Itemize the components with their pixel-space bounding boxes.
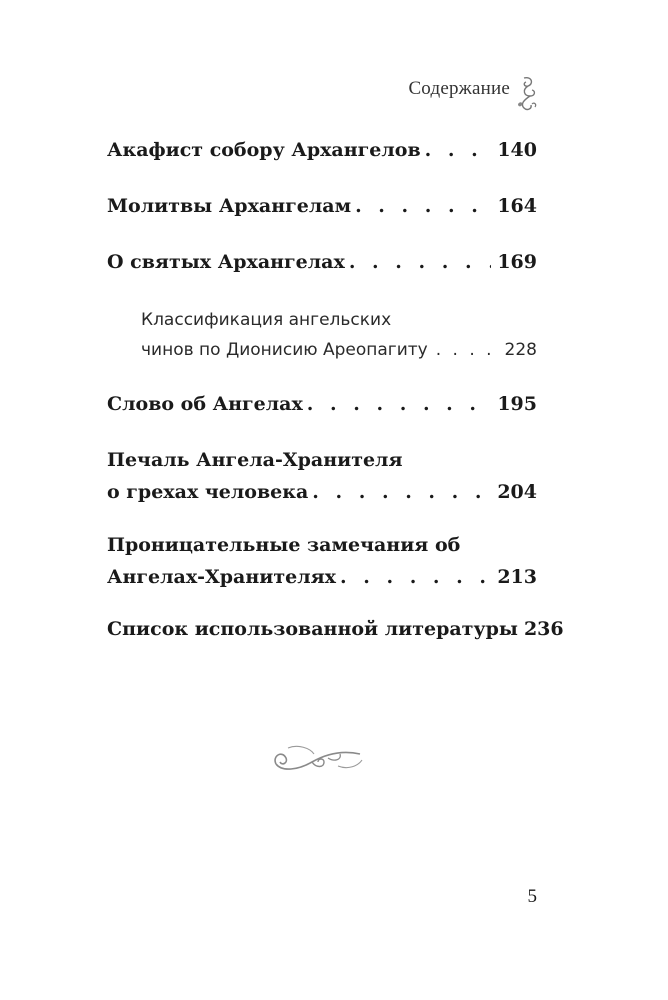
toc-entry-title: о грехах человека	[107, 481, 309, 503]
ornamental-swirl-icon	[514, 74, 540, 114]
header-title: Содержание	[408, 78, 510, 99]
toc-entry[interactable]	[107, 529, 537, 593]
toc-entry-title: Список использованной литературы	[107, 618, 518, 640]
toc-entry[interactable]	[107, 134, 537, 166]
decorative-flourish-icon	[268, 742, 368, 778]
toc-entry-line	[107, 246, 537, 278]
toc-entry-title: чинов по Дионисию Ареопагиту	[141, 340, 428, 360]
toc-entry-title: Проницательные замечания об	[107, 534, 461, 556]
toc-entry-line	[107, 476, 537, 508]
toc-entry-page: 140	[497, 139, 537, 161]
leader-dots	[307, 388, 492, 420]
toc-entry-line	[107, 388, 537, 420]
toc-entry-page: 195	[497, 393, 537, 415]
leader-dots	[340, 561, 491, 593]
toc-entry-line	[107, 134, 537, 166]
page-number: 5	[527, 886, 537, 907]
leader-dots	[436, 335, 499, 365]
toc-entry-title: Молитвы Архангелам	[107, 195, 352, 217]
toc-entry-line	[141, 305, 537, 335]
leader-dots	[349, 246, 492, 278]
leader-dots	[425, 134, 492, 166]
toc-entry-title: О святых Архангелах	[107, 251, 345, 273]
toc-entry-page: 228	[504, 340, 537, 360]
toc-entry-line	[107, 529, 537, 561]
toc-entry-page: 236	[523, 618, 564, 640]
toc-entry-line	[107, 444, 537, 476]
toc-entry-title: Слово об Ангелах	[107, 393, 303, 415]
toc-entry[interactable]	[107, 613, 564, 645]
toc-entry-page: 169	[497, 251, 537, 273]
toc-entry-page: 213	[497, 566, 537, 588]
running-header	[408, 74, 540, 114]
toc-entry-title: Акафист собору Архангелов	[107, 139, 421, 161]
toc-entry-title: Ангелах-Хранителях	[107, 566, 336, 588]
toc-subentry[interactable]	[141, 305, 537, 365]
toc-entry[interactable]	[107, 246, 537, 278]
toc-entry-page: 164	[497, 195, 537, 217]
toc-entry[interactable]	[107, 444, 537, 508]
toc-entry[interactable]	[107, 190, 537, 222]
leader-dots	[355, 190, 491, 222]
toc-entry[interactable]	[107, 388, 537, 420]
toc-entry-title: Классификация ангельских	[141, 310, 392, 330]
toc-entry-line	[107, 190, 537, 222]
toc-entry-line	[107, 613, 564, 645]
toc-entry-page: 204	[497, 481, 537, 503]
toc-entry-line	[141, 335, 537, 365]
toc-entry-title: Печаль Ангела-Хранителя	[107, 449, 403, 471]
toc-entry-line	[107, 561, 537, 593]
leader-dots	[312, 476, 491, 508]
